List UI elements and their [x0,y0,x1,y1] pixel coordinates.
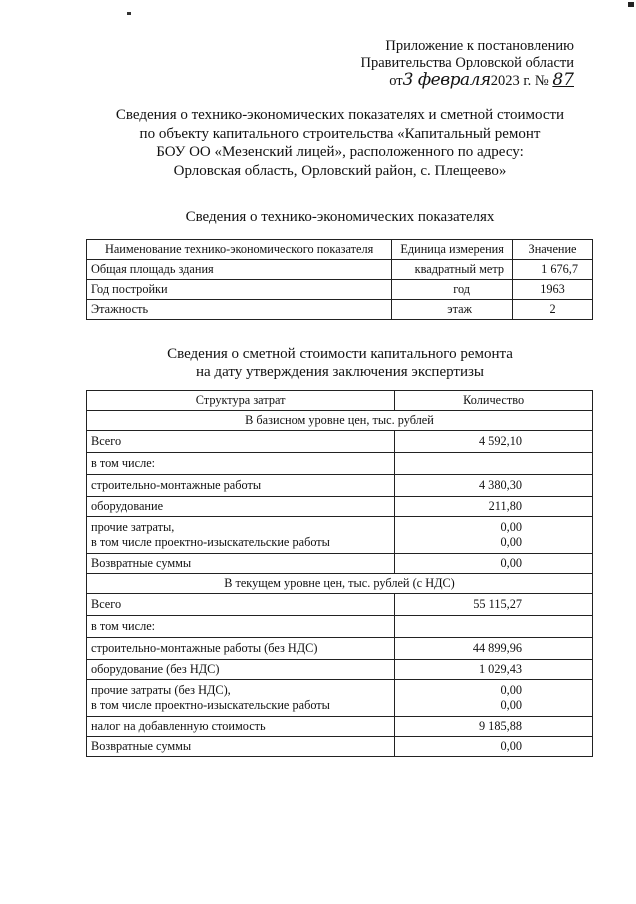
appendix-block [274,38,574,90]
cost-label: Всего [87,431,395,453]
cost-value-stack [395,680,593,717]
document-title [60,106,620,180]
header-value: Значение [513,240,593,260]
section-title-base: В базисном уровне цен, тыс. рублей [87,411,593,431]
table-row [87,280,593,300]
cost-value: 9 185,88 [395,717,593,737]
table-row [87,594,593,616]
cost-label: Всего [87,594,395,616]
indicator-value: 1 676,7 [513,260,593,280]
section-row-current [87,574,593,594]
cost-label: строительно-монтажные работы (без НДС) [87,638,395,660]
date-year: 2023 г. № [490,73,549,89]
table-row [87,517,593,554]
indicator-name: Год постройки [87,280,392,300]
cost-value: 0,00 [500,535,522,549]
cost-value: 0,00 [395,554,593,574]
cost-label: в том числе: [87,453,395,475]
header-structure: Структура затрат [87,391,395,411]
title-line-1: Сведения о технико-экономических показателях и сметной стоимости [115,107,565,123]
cost-label-stack [87,517,395,554]
appendix-line-1: Приложение к постановлению [385,38,574,54]
table-header-row [87,240,593,260]
cost-label: Возвратные суммы [87,737,395,757]
cost-value: 4 380,30 [395,475,593,497]
cost-value-stack [395,517,593,554]
cost-label: прочие затраты (без НДС), [91,683,231,697]
title-line-4: Орловская область, Орловский район, с. Плещеево» [173,162,507,179]
tech-indicators-table [86,239,593,320]
cost-value-empty [395,453,593,475]
table-row [87,680,593,717]
appendix-date-line [274,72,574,90]
cost-heading-line-2: на дату утверждения заключения экспертизы [196,364,484,380]
table-row [87,554,593,574]
table-row [87,717,593,737]
indicator-unit: этаж [392,300,513,320]
table-row [87,616,593,638]
header-indicator-name: Наименование технико-экономического показателя [87,240,392,260]
title-line-3: БОУ ОО «Мезенский лицей», расположенного по адресу: [156,144,524,160]
cost-heading-line-1: Сведения о сметной стоимости капитального ремонта [167,346,513,362]
header-amount: Количество [395,391,593,411]
section-row-base [87,411,593,431]
table-row [87,431,593,453]
title-line-2: по объекту капитального строительства «Капитальный ремонт [139,125,541,142]
table-row [87,453,593,475]
cost-label: строительно-монтажные работы [87,475,395,497]
cost-label: прочие затраты, [91,520,175,534]
indicator-name: Этажность [87,300,392,320]
table-row [87,660,593,680]
cost-value: 0,00 [500,698,522,712]
indicator-name: Общая площадь здания [87,260,392,280]
handwritten-number: 87 [552,70,574,90]
scan-corner-mark [628,2,634,7]
cost-value: 211,80 [395,497,593,517]
table-header-row [87,391,593,411]
table-row [87,737,593,757]
cost-value-empty [395,616,593,638]
section-title-current: В текущем уровне цен, тыс. рублей (с НДС) [87,574,593,594]
indicator-unit: квадратный метр [392,260,513,280]
cost-label: Возвратные суммы [87,554,395,574]
cost-value: 0,00 [500,520,522,534]
cost-table [86,390,593,757]
cost-value: 44 899,96 [395,638,593,660]
cost-label-stack [87,680,395,717]
indicator-value: 2 [513,300,593,320]
indicator-value: 1963 [513,280,593,300]
table-row [87,497,593,517]
cost-value: 0,00 [500,683,522,697]
cost-value: 55 115,27 [395,594,593,616]
table-row [87,300,593,320]
cost-value: 0,00 [395,737,593,757]
header-unit: Единица измерения [392,240,513,260]
tech-section-heading: Сведения о технико-экономических показателях [185,209,495,225]
cost-value: 4 592,10 [395,431,593,453]
appendix-line-2: Правительства Орловской области [360,55,574,71]
cost-label: в том числе: [87,616,395,638]
cost-label: в том числе проектно-изыскательские работы [91,535,330,549]
cost-label: оборудование [87,497,395,517]
handwritten-date: 3 февраля [402,70,491,90]
indicator-unit: год [392,280,513,300]
cost-label: оборудование (без НДС) [87,660,395,680]
cost-value: 1 029,43 [395,660,593,680]
scan-speck [127,12,131,15]
date-prefix: от [389,73,403,89]
table-row [87,638,593,660]
cost-label: в том числе проектно-изыскательские работы [91,698,330,712]
cost-section-heading [60,345,620,381]
table-row [87,475,593,497]
table-row [87,260,593,280]
cost-label: налог на добавленную стоимость [87,717,395,737]
